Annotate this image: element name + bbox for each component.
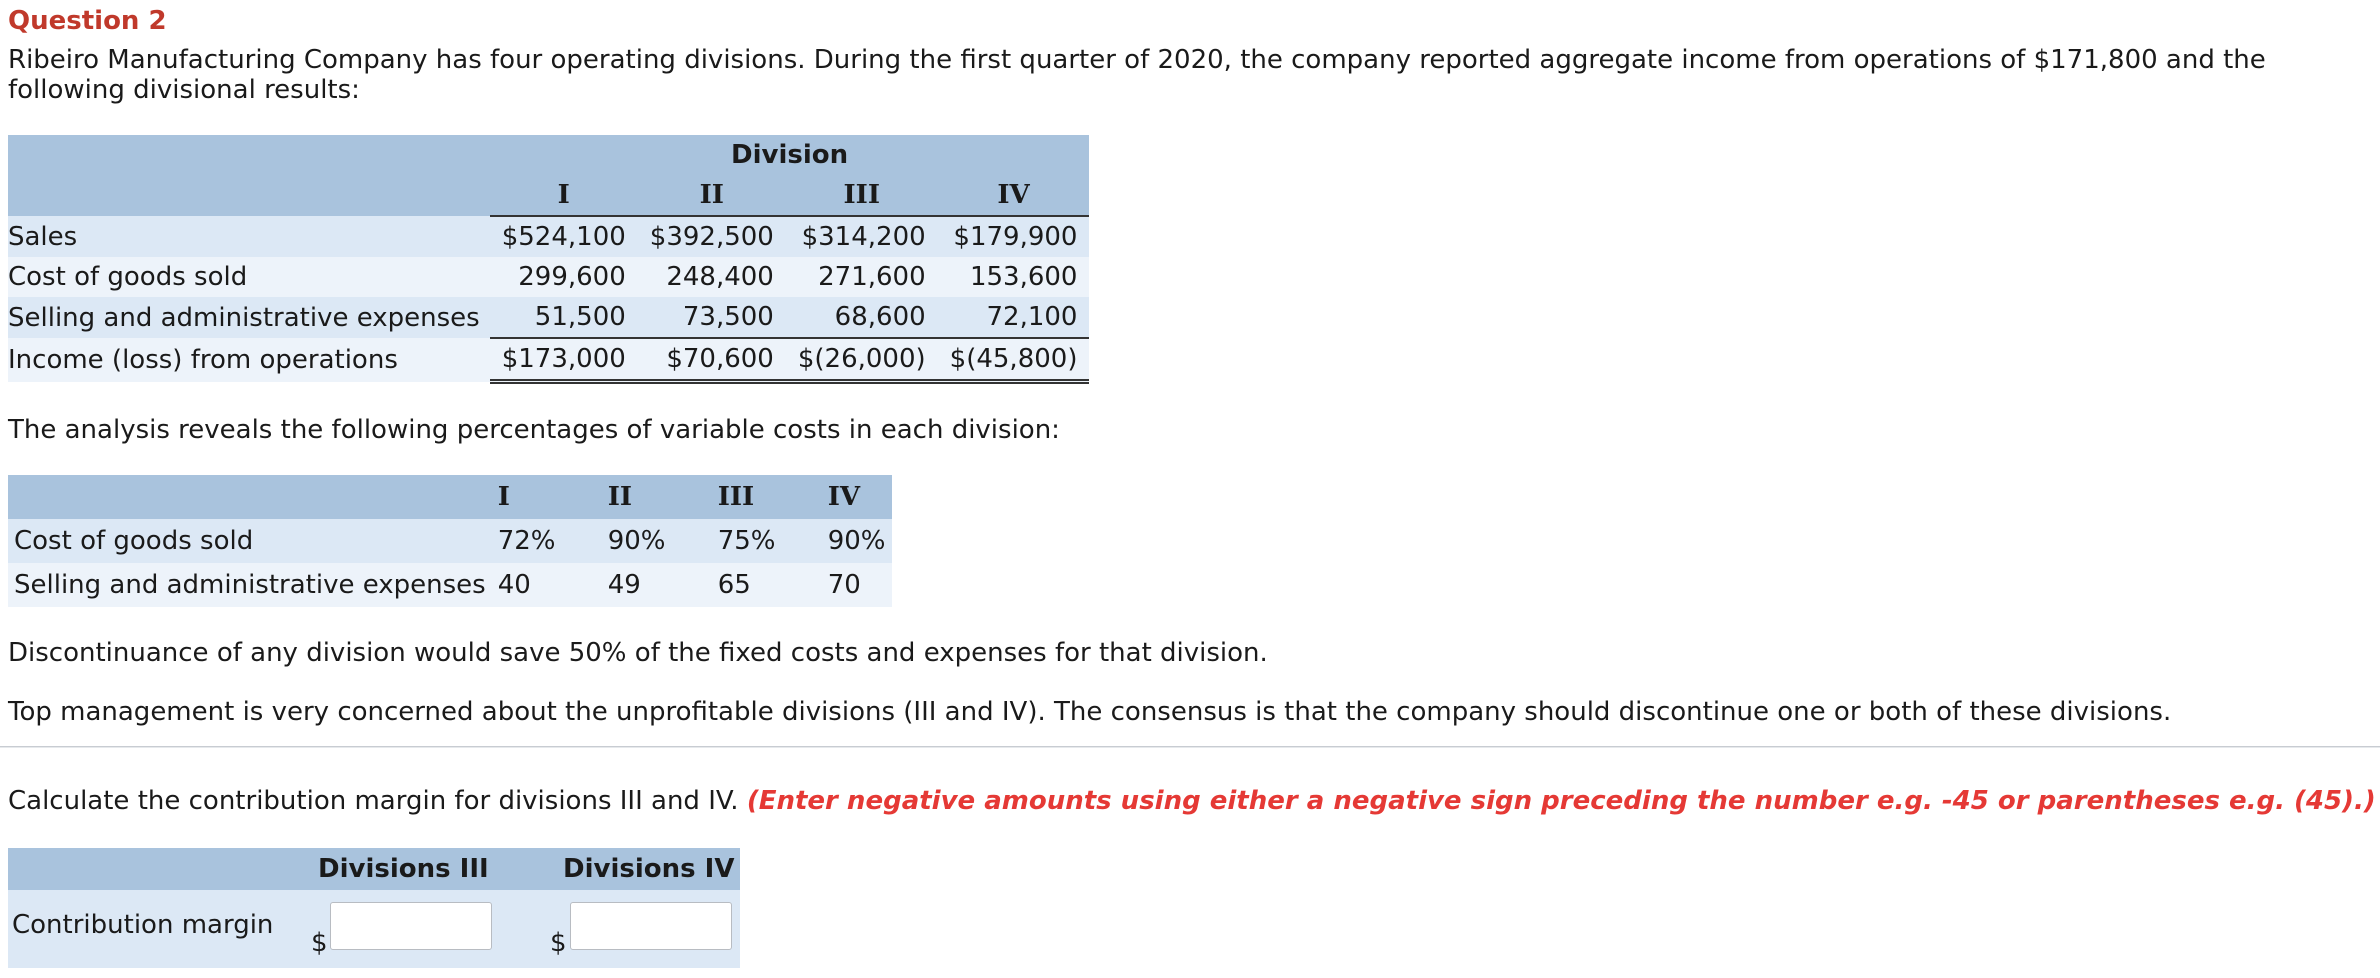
divisional-results-table xyxy=(8,135,1089,384)
prompt-note: (Enter negative amounts using either a negative sign preceding the number e.g. -45 or parentheses e.g. (45).) xyxy=(746,786,2376,816)
row-label-contribution-margin: Contribution margin xyxy=(12,910,274,940)
col-header-I: I xyxy=(492,475,602,519)
contribution-margin-iv-input[interactable] xyxy=(570,902,732,950)
cell: $(45,800) xyxy=(938,338,1090,382)
cell: 40 xyxy=(492,563,602,607)
col-header-IV: IV xyxy=(822,475,892,519)
col-header-division-iii: Divisions III xyxy=(318,854,489,884)
answer-table xyxy=(8,848,740,968)
currency-symbol: $ xyxy=(311,928,328,958)
prompt-text: Calculate the contribution margin for divisions III and IV. xyxy=(8,786,739,816)
col-header-II: II xyxy=(602,475,712,519)
cell: 73,500 xyxy=(638,297,786,338)
row-label: Cost of goods sold xyxy=(8,257,490,297)
col-header-I: I xyxy=(490,175,638,216)
cell: 299,600 xyxy=(490,257,638,297)
cell: $524,100 xyxy=(490,216,638,257)
cell: $173,000 xyxy=(490,338,638,382)
contribution-margin-iii-input[interactable] xyxy=(330,902,492,950)
cell: 68,600 xyxy=(786,297,938,338)
table-row xyxy=(8,519,892,563)
table-row xyxy=(8,257,1089,297)
cell: $70,600 xyxy=(638,338,786,382)
cell: $314,200 xyxy=(786,216,938,257)
col-header-II: II xyxy=(638,175,786,216)
col-header-III: III xyxy=(712,475,822,519)
col-header-III: III xyxy=(786,175,938,216)
table-row xyxy=(8,563,892,607)
cell: 65 xyxy=(712,563,822,607)
row-label: Cost of goods sold xyxy=(8,519,492,563)
cell: 90% xyxy=(602,519,712,563)
row-label: Selling and administrative expenses xyxy=(8,297,490,338)
cell: $(26,000) xyxy=(786,338,938,382)
cell: 72,100 xyxy=(938,297,1090,338)
cell: $392,500 xyxy=(638,216,786,257)
cell: 70 xyxy=(822,563,892,607)
cell: 248,400 xyxy=(638,257,786,297)
cell: 75% xyxy=(712,519,822,563)
table-row xyxy=(8,216,1089,257)
currency-symbol: $ xyxy=(550,928,567,958)
cell: 153,600 xyxy=(938,257,1090,297)
analysis-text: The analysis reveals the following percentages of variable costs in each division: xyxy=(8,415,1060,445)
management-text: Top management is very concerned about the unprofitable divisions (III and IV). The consensus is that the company should discontinue one or both of these divisions. xyxy=(8,697,2172,727)
question-title: Question 2 xyxy=(8,6,167,36)
row-label: Sales xyxy=(8,216,490,257)
cell: 72% xyxy=(492,519,602,563)
row-label: Selling and administrative expenses xyxy=(8,563,492,607)
table-row xyxy=(8,297,1089,338)
cell: 51,500 xyxy=(490,297,638,338)
cell: 49 xyxy=(602,563,712,607)
table-row xyxy=(8,338,1089,382)
question-prompt xyxy=(8,786,2376,816)
col-header-division-iv: Divisions IV xyxy=(563,854,735,884)
cell: 271,600 xyxy=(786,257,938,297)
discontinuance-text: Discontinuance of any division would save 50% of the fixed costs and expenses for that division. xyxy=(8,638,1268,668)
col-header-IV: IV xyxy=(938,175,1090,216)
variable-cost-table xyxy=(8,475,892,607)
cell: $179,900 xyxy=(938,216,1090,257)
intro-text: Ribeiro Manufacturing Company has four operating divisions. During the first quarter of 2020, the company reported aggregate income from operations of $171,800 and the following divisional results: xyxy=(8,45,2266,105)
division-header: Division xyxy=(490,135,1090,175)
cell: 90% xyxy=(822,519,892,563)
row-label: Income (loss) from operations xyxy=(8,338,490,382)
section-divider xyxy=(0,746,2380,748)
